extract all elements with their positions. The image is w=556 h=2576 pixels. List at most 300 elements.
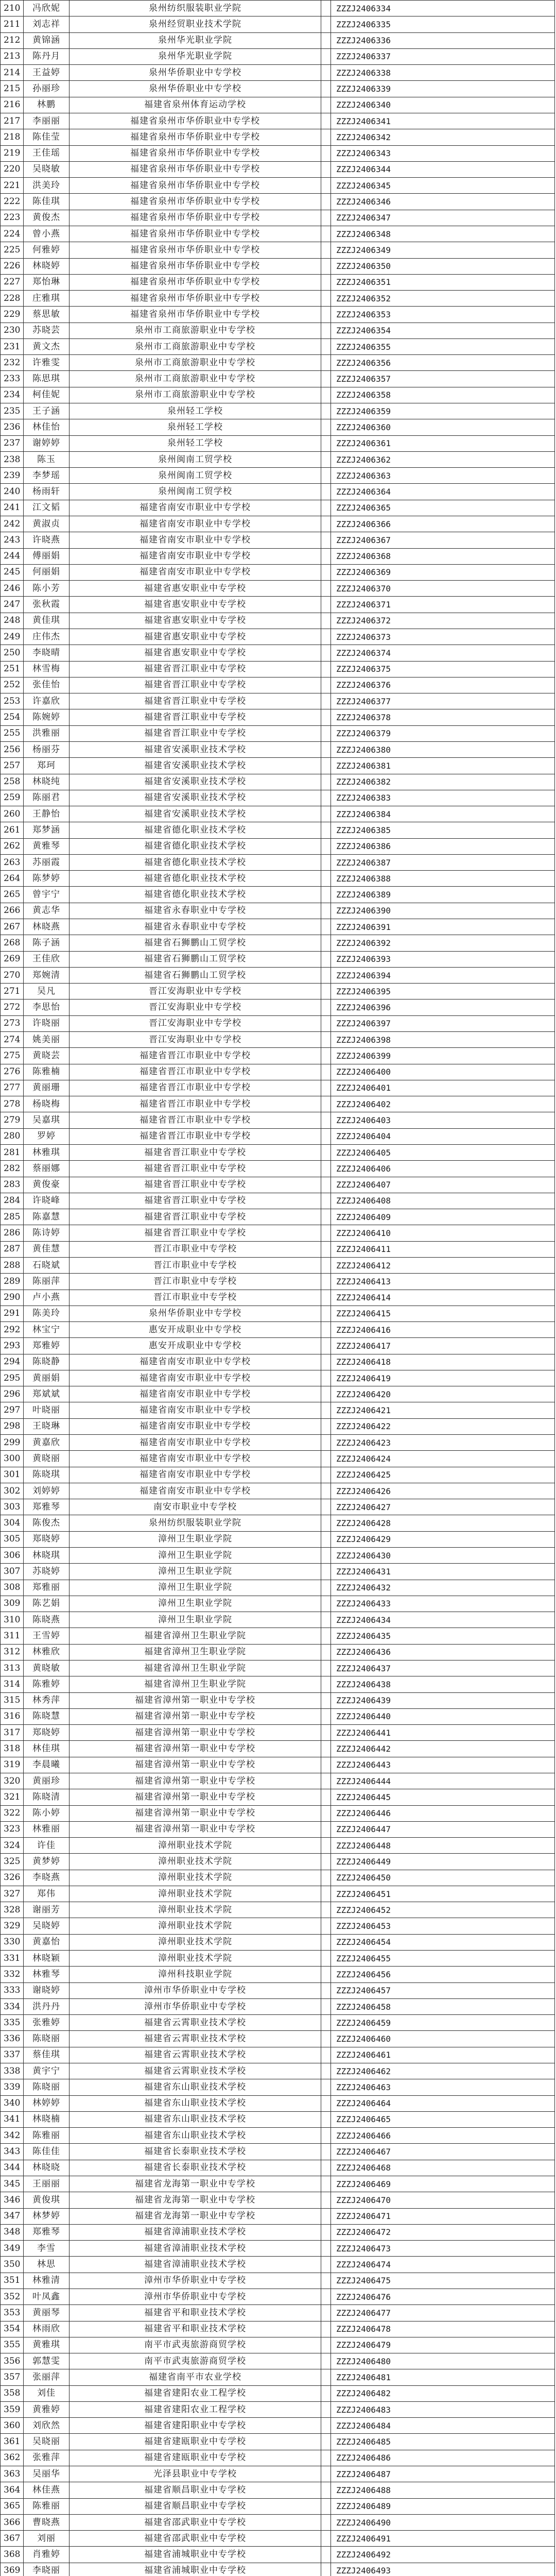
row-number: 235 [1,403,24,419]
blank-cell [321,468,331,484]
row-number: 333 [1,1982,24,1998]
student-name: 吴丽华 [24,2466,70,2482]
blank-cell [321,129,331,145]
row-number: 314 [1,1676,24,1692]
table-row [1,1902,555,1918]
school-name: 福建省邵武职业中专学校 [70,2514,321,2530]
school-name: 漳州职业技术学院 [70,1934,321,1950]
student-name: 郑雅琴 [24,1499,70,1515]
registration-code: ZZZJ2406401 [331,1080,555,1096]
student-name: 林晓燕 [24,919,70,935]
table-row [1,838,555,854]
school-name: 泉州轻工学校 [70,435,321,451]
blank-cell [321,323,331,338]
student-name: 郑怡琳 [24,274,70,290]
blank-cell [321,2063,331,2079]
registration-code: ZZZJ2406435 [331,1628,555,1644]
student-name: 黄丽琴 [24,2305,70,2321]
student-name: 林雅欣 [24,1644,70,1660]
table-row [1,2063,555,2079]
row-number: 223 [1,210,24,226]
student-name: 李思怡 [24,999,70,1015]
registration-code: ZZZJ2406429 [331,1531,555,1547]
blank-cell [321,1998,331,2014]
blank-cell [321,999,331,1015]
registration-code: ZZZJ2406477 [331,2305,555,2321]
school-name: 福建省永春职业中专学校 [70,919,321,935]
registration-code: ZZZJ2406370 [331,581,555,597]
school-name: 漳州卫生职业学院 [70,1531,321,1547]
row-number: 224 [1,226,24,242]
blank-cell [321,822,331,838]
table-row [1,822,555,838]
school-name: 福建省漳州第一职业中专学校 [70,1805,321,1821]
row-number: 245 [1,564,24,580]
student-name: 黄俊琪 [24,2192,70,2208]
student-name: 郑珂 [24,758,70,774]
row-number: 271 [1,984,24,999]
row-number: 230 [1,323,24,338]
school-name: 福建省云霄职业技术学校 [70,2047,321,2063]
row-number: 292 [1,1322,24,1338]
blank-cell [321,1918,331,1934]
registration-code: ZZZJ2406351 [331,274,555,290]
row-number: 246 [1,581,24,597]
blank-cell [321,1418,331,1434]
blank-cell [321,65,331,81]
school-name: 福建省漳州卫生职业学院 [70,1644,321,1660]
row-number: 343 [1,2144,24,2160]
blank-cell [321,1580,331,1596]
registration-code: ZZZJ2406417 [331,1338,555,1354]
row-number: 222 [1,194,24,210]
student-name: 陈佳琪 [24,194,70,210]
registration-code: ZZZJ2406446 [331,1805,555,1821]
row-number: 301 [1,1467,24,1483]
school-name: 福建省晋江职业中专学校 [70,1193,321,1209]
student-name: 黄雅琴 [24,838,70,854]
table-row [1,1128,555,1144]
student-name: 黄佳慧 [24,1241,70,1257]
registration-code: ZZZJ2406487 [331,2466,555,2482]
school-name: 福建省安溪职业技术学校 [70,790,321,806]
row-number: 278 [1,1096,24,1112]
table-row [1,161,555,177]
registration-code: ZZZJ2406336 [331,32,555,48]
table-row [1,2128,555,2144]
blank-cell [321,307,331,323]
row-number: 351 [1,2273,24,2289]
student-name: 黄佳琪 [24,613,70,629]
row-number: 336 [1,2031,24,2047]
table-row [1,1225,555,1241]
blank-cell [321,1596,331,1612]
registration-code: ZZZJ2406466 [331,2128,555,2144]
school-name: 福建省南安市职业中专学校 [70,548,321,564]
table-row [1,1564,555,1580]
row-number: 297 [1,1402,24,1418]
blank-cell [321,1483,331,1499]
row-number: 313 [1,1660,24,1676]
row-number: 302 [1,1483,24,1499]
row-number: 240 [1,484,24,500]
student-name: 郑婉清 [24,967,70,983]
blank-cell [321,935,331,951]
student-name: 石晓斌 [24,1257,70,1273]
registration-code: ZZZJ2406442 [331,1741,555,1757]
registration-code: ZZZJ2406399 [331,1048,555,1064]
row-number: 350 [1,2257,24,2273]
student-name: 李晓晴 [24,645,70,661]
school-name: 福建省泉州市华侨职业中专学校 [70,129,321,145]
school-name: 福建省惠安职业中专学校 [70,613,321,629]
school-name: 福建省泉州市华侨职业中专学校 [70,194,321,210]
blank-cell [321,1193,331,1209]
student-name: 李晓燕 [24,1870,70,1886]
blank-cell [321,871,331,887]
school-name: 泉州市工商旅游职业中专学校 [70,338,321,354]
blank-cell [321,1967,331,1982]
row-number: 326 [1,1870,24,1886]
school-name: 泉州华侨职业中专学校 [70,1306,321,1321]
table-row [1,2079,555,2095]
row-number: 256 [1,741,24,757]
school-name: 漳州职业技术学院 [70,1902,321,1918]
blank-cell [321,371,331,387]
blank-cell [321,967,331,983]
row-number: 262 [1,838,24,854]
table-row [1,2176,555,2192]
blank-cell [321,1032,331,1048]
registration-code: ZZZJ2406481 [331,2369,555,2385]
blank-cell [321,1660,331,1676]
table-row [1,1370,555,1386]
student-name: 黄丽珊 [24,1080,70,1096]
table-row [1,516,555,532]
row-number: 244 [1,548,24,564]
table-row [1,1290,555,1306]
blank-cell [321,1015,331,1031]
school-name: 泉州纺织服装职业学院 [70,1515,321,1531]
blank-cell [321,790,331,806]
blank-cell [321,1805,331,1821]
school-name: 福建省南安市职业中专学校 [70,1402,321,1418]
table-row [1,613,555,629]
school-name: 漳州市华侨职业中专学校 [70,1982,321,1998]
school-name: 福建省漳州卫生职业学院 [70,1660,321,1676]
table-row [1,758,555,774]
student-name: 林雪梅 [24,661,70,677]
student-name: 杨丽芬 [24,741,70,757]
registration-code: ZZZJ2406437 [331,1660,555,1676]
row-number: 327 [1,1886,24,1902]
student-name: 黄俊豪 [24,1177,70,1193]
registration-code: ZZZJ2406369 [331,564,555,580]
table-row [1,2418,555,2434]
registration-code: ZZZJ2406482 [331,2385,555,2401]
school-name: 泉州市工商旅游职业中专学校 [70,371,321,387]
table-row [1,1886,555,1902]
row-number: 303 [1,1499,24,1515]
registration-code: ZZZJ2406484 [331,2418,555,2434]
school-name: 福建省泉州市华侨职业中专学校 [70,210,321,226]
table-row [1,774,555,790]
table-row [1,1402,555,1418]
registration-code: ZZZJ2406449 [331,1854,555,1870]
registration-code: ZZZJ2406415 [331,1306,555,1321]
blank-cell [321,194,331,210]
row-number: 247 [1,597,24,613]
blank-cell [321,2482,331,2498]
school-name: 漳州职业技术学院 [70,1854,321,1870]
blank-cell [321,419,331,435]
student-name: 陈晓琪 [24,1467,70,1483]
student-name: 郑梦涵 [24,822,70,838]
table-row [1,2273,555,2289]
student-name: 陈嘉慧 [24,1209,70,1225]
blank-cell [321,226,331,242]
student-name: 林雅琪 [24,1144,70,1160]
student-name: 洪丹丹 [24,1998,70,2014]
registration-code: ZZZJ2406365 [331,500,555,516]
blank-cell [321,1982,331,1998]
blank-cell [321,581,331,597]
row-number: 347 [1,2208,24,2224]
row-number: 324 [1,1838,24,1854]
blank-cell [321,629,331,645]
student-name: 陈晓清 [24,1789,70,1805]
row-number: 352 [1,2289,24,2304]
student-name: 许晓丽 [24,1015,70,1031]
school-name: 福建省南平市农业学校 [70,2369,321,2385]
school-name: 泉州轻工学校 [70,403,321,419]
table-row [1,2095,555,2111]
table-row [1,32,555,48]
student-name: 林佳燕 [24,2482,70,2498]
row-number: 285 [1,1209,24,1225]
table-row [1,2353,555,2369]
table-row [1,210,555,226]
table-row [1,1499,555,1515]
registration-code: ZZZJ2406350 [331,258,555,274]
row-number: 328 [1,1902,24,1918]
row-number: 269 [1,951,24,967]
table-row [1,258,555,274]
table-row [1,1548,555,1564]
student-name: 黄锦涵 [24,32,70,48]
student-name: 林宝宁 [24,1322,70,1338]
row-number: 253 [1,693,24,709]
blank-cell [321,1128,331,1144]
table-row [1,2531,555,2547]
blank-cell [321,1757,331,1773]
row-number: 279 [1,1112,24,1128]
school-name: 福建省平和职业技术学校 [70,2305,321,2321]
blank-cell [321,741,331,757]
table-row [1,2047,555,2063]
student-name: 陈艺娟 [24,1596,70,1612]
school-name: 福建省龙海第一职业中专学校 [70,2208,321,2224]
row-number: 289 [1,1274,24,1290]
student-name: 张雅婷 [24,2015,70,2031]
student-name: 陈雅丽 [24,2498,70,2514]
row-number: 293 [1,1338,24,1354]
registration-code: ZZZJ2406380 [331,741,555,757]
registration-code: ZZZJ2406386 [331,838,555,854]
table-row [1,500,555,516]
row-number: 239 [1,468,24,484]
student-name: 庄伟杰 [24,629,70,645]
table-row [1,903,555,919]
blank-cell [321,1934,331,1950]
registration-code: ZZZJ2406468 [331,2160,555,2176]
row-number: 362 [1,2450,24,2466]
registration-code: ZZZJ2406387 [331,854,555,870]
table-row [1,1015,555,1031]
student-name: 黄梦婷 [24,1854,70,1870]
registration-code: ZZZJ2406433 [331,1596,555,1612]
table-row [1,532,555,548]
row-number: 356 [1,2353,24,2369]
table-row [1,1531,555,1547]
row-number: 274 [1,1032,24,1048]
row-number: 315 [1,1692,24,1708]
registration-code: ZZZJ2406335 [331,16,555,32]
row-number: 225 [1,242,24,258]
student-name: 王雪婷 [24,1628,70,1644]
blank-cell [321,1435,331,1451]
student-name: 姚美丽 [24,1032,70,1048]
student-name: 刘志祥 [24,16,70,32]
student-name: 陈晓丽 [24,2031,70,2047]
row-number: 255 [1,725,24,741]
school-name: 福建省晋江职业中专学校 [70,1209,321,1225]
student-name: 王丽丽 [24,2176,70,2192]
row-number: 248 [1,613,24,629]
school-name: 泉州华侨职业中专学校 [70,81,321,97]
blank-cell [321,32,331,48]
row-number: 310 [1,1612,24,1628]
registration-code: ZZZJ2406431 [331,1564,555,1580]
school-name: 福建省漳州第一职业中专学校 [70,1741,321,1757]
school-name: 福建省漳州第一职业中专学校 [70,1757,321,1773]
school-name: 福建省安溪职业技术学校 [70,806,321,822]
blank-cell [321,597,331,613]
blank-cell [321,1241,331,1257]
blank-cell [321,645,331,661]
student-name: 陈佳佳 [24,2144,70,2160]
registration-code: ZZZJ2406483 [331,2401,555,2417]
school-name: 漳州职业技术学院 [70,1918,321,1934]
blank-cell [321,532,331,548]
blank-cell [321,1612,331,1628]
registration-code: ZZZJ2406467 [331,2144,555,2160]
school-name: 福建省云霄职业技术学校 [70,2063,321,2079]
blank-cell [321,1773,331,1789]
row-number: 252 [1,677,24,693]
student-name: 张佳怡 [24,677,70,693]
student-name: 陈晓丽 [24,2079,70,2095]
table-row [1,2385,555,2401]
blank-cell [321,2450,331,2466]
row-number: 317 [1,1725,24,1741]
table-row [1,1354,555,1370]
registration-code: ZZZJ2406450 [331,1870,555,1886]
row-number: 342 [1,2128,24,2144]
registration-code: ZZZJ2406394 [331,967,555,983]
blank-cell [321,887,331,903]
student-name: 李丽丽 [24,113,70,129]
registration-code: ZZZJ2406349 [331,242,555,258]
registration-code: ZZZJ2406378 [331,709,555,725]
table-row [1,629,555,645]
table-row [1,2482,555,2498]
registration-code: ZZZJ2406395 [331,984,555,999]
registration-code: ZZZJ2406448 [331,1838,555,1854]
school-name: 福建省惠安职业中专学校 [70,629,321,645]
blank-cell [321,903,331,919]
registration-code: ZZZJ2406476 [331,2289,555,2304]
school-name: 福建省晋江市职业中专学校 [70,1080,321,1096]
table-row [1,2466,555,2482]
student-name: 林秀萍 [24,1692,70,1708]
blank-cell [321,2353,331,2369]
blank-cell [321,2321,331,2337]
table-row [1,113,555,129]
row-number: 355 [1,2337,24,2353]
blank-cell [321,2401,331,2417]
student-name: 李晓丽 [24,2563,70,2576]
school-name: 漳州卫生职业学院 [70,1596,321,1612]
blank-cell [321,1821,331,1837]
student-name: 苏晓婷 [24,1564,70,1580]
blank-cell [321,1064,331,1080]
student-name: 陈雅楠 [24,1064,70,1080]
student-name: 黄晓敏 [24,1660,70,1676]
registration-code: ZZZJ2406372 [331,613,555,629]
row-number: 365 [1,2498,24,2514]
student-name: 许晓燕 [24,532,70,548]
student-name: 刘丽 [24,2531,70,2547]
registration-code: ZZZJ2406428 [331,1515,555,1531]
row-number: 345 [1,2176,24,2192]
student-name: 黄宇宁 [24,2063,70,2079]
school-name: 福建省东山职业技术学校 [70,2128,321,2144]
student-name: 杨雨轩 [24,484,70,500]
school-name: 福建省平和职业技术学校 [70,2321,321,2337]
student-name: 曾宇宁 [24,887,70,903]
row-number: 220 [1,161,24,177]
student-name: 林晓婷 [24,258,70,274]
school-name: 漳州卫生职业学院 [70,1580,321,1596]
school-name: 福建省晋江职业中专学校 [70,661,321,677]
registration-code: ZZZJ2406427 [331,1499,555,1515]
table-row [1,790,555,806]
school-name: 福建省漳州第一职业中专学校 [70,1725,321,1741]
blank-cell [321,1144,331,1160]
student-name: 郑雅琴 [24,2224,70,2240]
registration-code: ZZZJ2406412 [331,1257,555,1273]
school-name: 福建省惠安职业中专学校 [70,645,321,661]
registration-code: ZZZJ2406366 [331,516,555,532]
school-name: 泉州经贸职业技术学院 [70,16,321,32]
table-row [1,145,555,161]
blank-cell [321,1370,331,1386]
registration-code: ZZZJ2406377 [331,693,555,709]
row-number: 296 [1,1386,24,1402]
student-name: 何雅婷 [24,242,70,258]
blank-cell [321,2514,331,2530]
